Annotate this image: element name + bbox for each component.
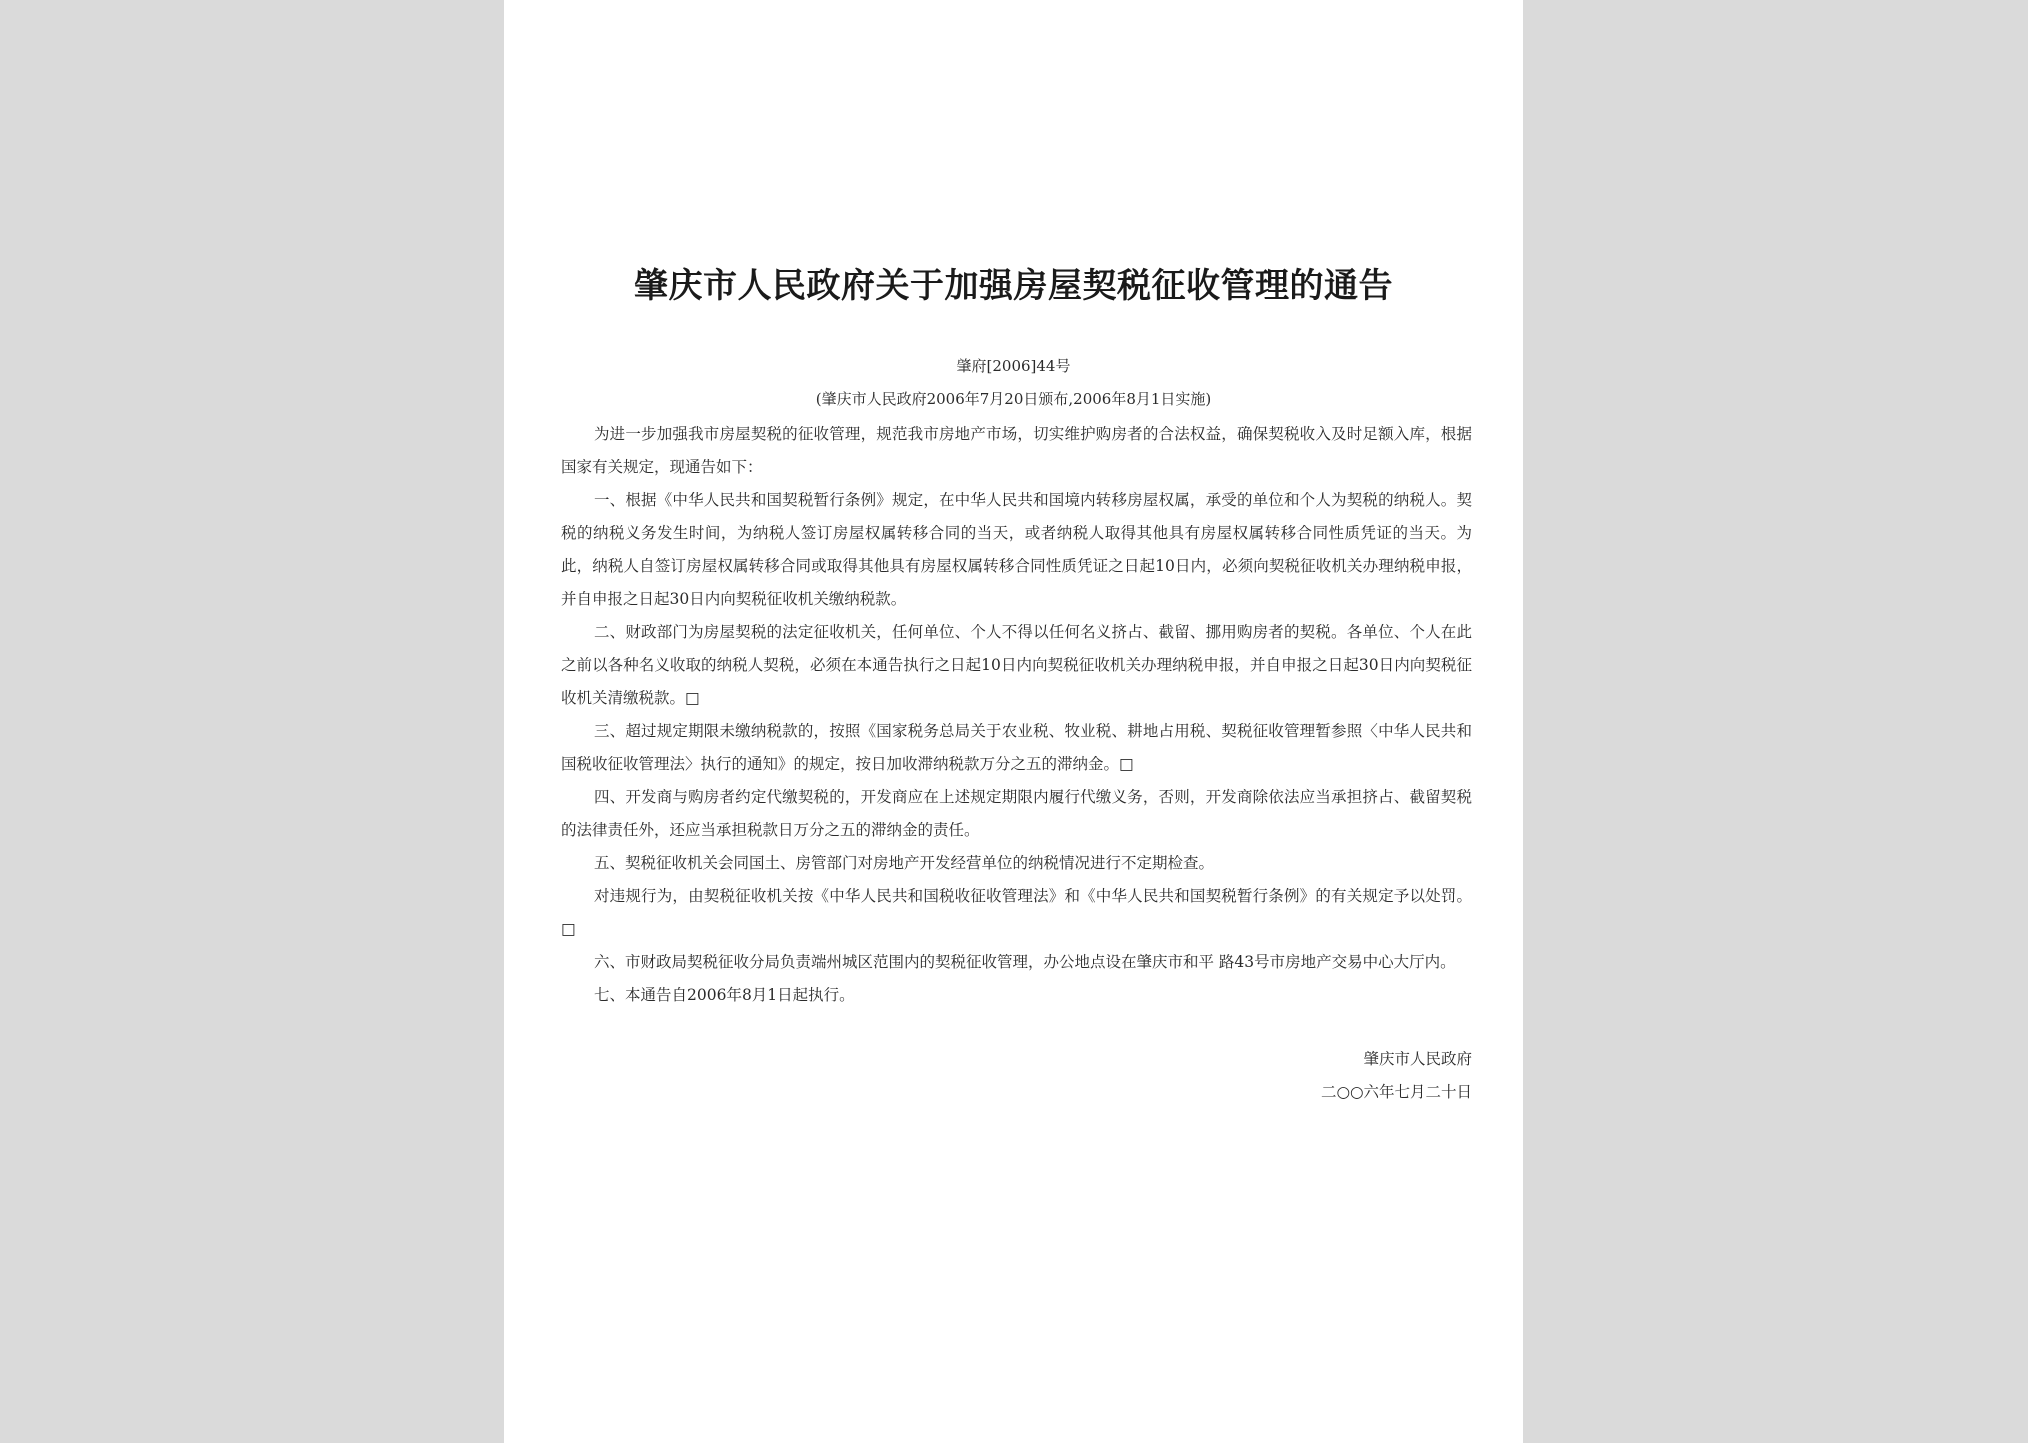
signature-date: 二○○六年七月二十日 (1320, 1083, 1472, 1101)
signature-block (1321, 1043, 1472, 1109)
paragraph-7: 七、本通告自2006年8月1日起执行。 (594, 986, 855, 1004)
issue-date-line: (肇庆市人民政府2006年7月20日颁布,2006年8月1日实施) (815, 390, 1212, 408)
paragraph-6: 六、市财政局契税征收分局负责端州城区范围内的契税征收管理，办公地点设在肇庆市和平 路43号市房地产交易中心大厅内。 (594, 953, 1456, 971)
paragraph-penalty: 对违规行为，由契税征收机关按《中华人民共和国税收征收管理法》和《中华人民共和国契税暂行条例》的有关规定予以处罚。□ (561, 887, 1472, 938)
paragraph-4: 四、开发商与购房者约定代缴契税的，开发商应在上述规定期限内履行代缴义务，否则，开发商除依法应当承担挤占、截留契税的法律责任外，还应当承担税款日万分之五的滞纳金的责任。 (561, 788, 1472, 839)
document-page (504, 0, 1523, 1443)
paragraph-3: 三、超过规定期限未缴纳税款的，按照《国家税务总局关于农业税、牧业税、耕地占用税、契税征收管理暂参照〈中华人民共和国税收征收管理法〉执行的通知》的规定，按日加收滞纳税款万分之五的滞纳金。□ (561, 722, 1472, 773)
paragraph-5: 五、契税征收机关会同国土、房管部门对房地产开发经营单位的纳税情况进行不定期检查。 (594, 854, 1215, 872)
paragraph-2: 二、财政部门为房屋契税的法定征收机关，任何单位、个人不得以任何名义挤占、截留、挪用购房者的契税。各单位、个人在此之前以各种名义收取的纳税人契税，必须在本通告执行之日起10日内向契税征收机关办理纳税申报，并自申报之日起30日内向契税征收机关清缴税款。□ (561, 623, 1472, 707)
document-title: 肇庆市人民政府关于加强房屋契税征收管理的通告 (634, 266, 1393, 306)
signature-issuer: 肇庆市人民政府 (1363, 1050, 1472, 1068)
document-number: 肇府[2006]44号 (956, 357, 1071, 375)
paragraph-1: 一、根据《中华人民共和国契税暂行条例》规定，在中华人民共和国境内转移房屋权属，承受的单位和个人为契税的纳税人。契税的纳税义务发生时间，为纳税人签订房屋权属转移合同的当天，或者纳税人取得其他具有房屋权属转移合同性质凭证的当天。为此，纳税人自签订房屋权属转移合同或取得其他具有房屋权属转移合同性质凭证之日起10日内，必须向契税征收机关办理纳税申报，并自申报之日起30日内向契税征收机关缴纳税款。 (561, 491, 1472, 608)
document-body (561, 418, 1472, 1012)
paragraph-intro: 为进一步加强我市房屋契税的征收管理，规范我市房地产市场，切实维护购房者的合法权益，确保契税收入及时足额入库，根据国家有关规定，现通告如下： (561, 425, 1472, 476)
